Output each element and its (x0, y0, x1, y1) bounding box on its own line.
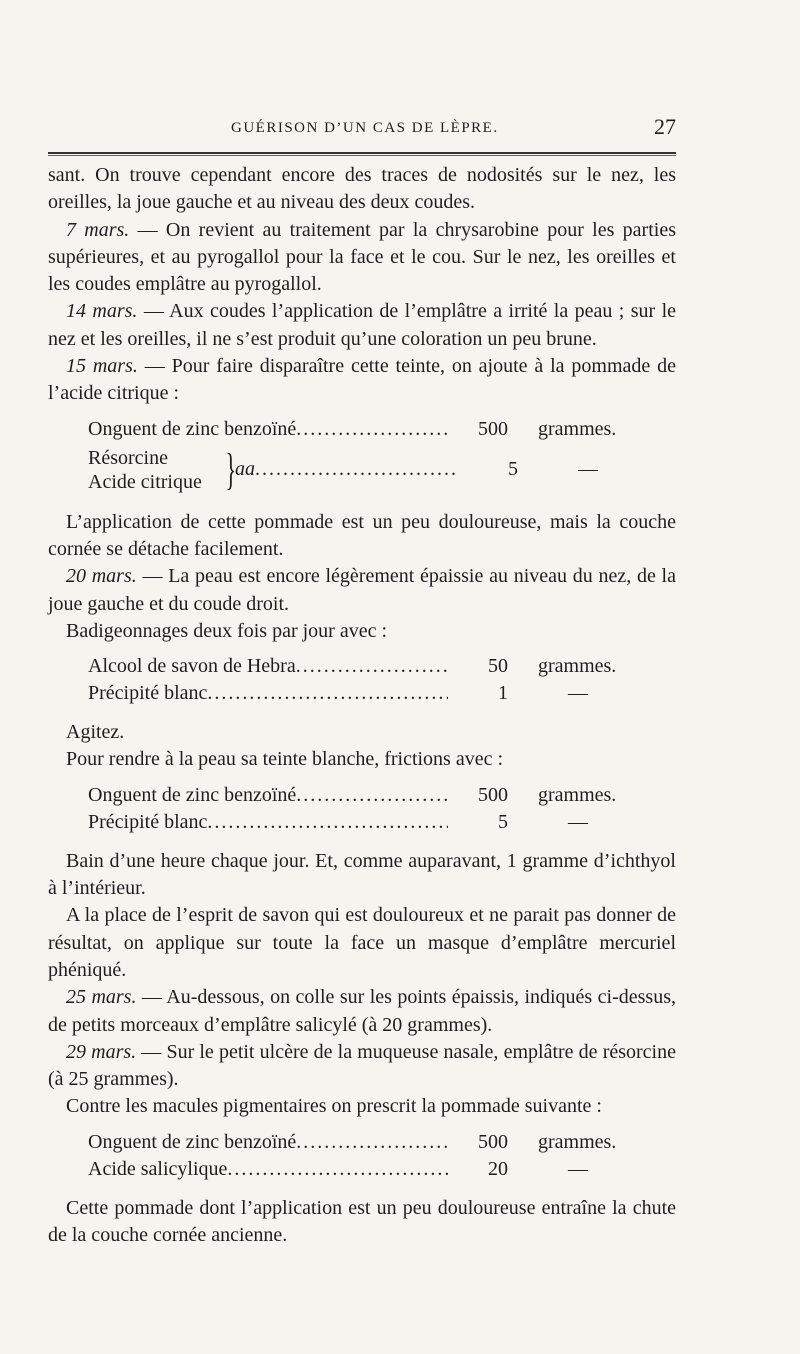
ingredient-unit: — (568, 682, 588, 705)
prescription (88, 416, 668, 497)
paragraph: Agitez. (66, 721, 125, 744)
entry-date: 15 mars. (66, 355, 138, 378)
ana-label: aa (235, 458, 255, 481)
leader-dots (296, 416, 448, 443)
ingredient-name: Onguent de zinc benzoïné (88, 1130, 297, 1153)
ingredient-quantity: 500 (478, 1130, 508, 1153)
prescription (88, 782, 668, 836)
leader-dots (296, 653, 448, 680)
brace-symbol: } (225, 444, 237, 494)
ingredient-quantity: 500 (478, 783, 508, 806)
ingredient-unit: grammes. (538, 1130, 617, 1153)
paragraph-text: — Aux coudes l’application de l’emplâtre a irrité la peau ; sur le nez et les oreilles, il ne s’est produit qu’une coloration un peu brune. (48, 300, 677, 350)
paragraph: Badigeonnages deux fois par jour avec : (66, 619, 388, 642)
ingredient-unit: grammes. (538, 417, 617, 440)
ingredient-name: Onguent de zinc benzoïné (88, 417, 297, 440)
leader-dots (227, 1156, 448, 1183)
paragraph (48, 353, 676, 408)
prescription-line (88, 680, 668, 707)
prescription-line (88, 1156, 668, 1183)
paragraph: sant. On trouve cependant encore des traces de nodosités sur le nez, les oreilles, la joue gauche et au niveau des deux coudes. (48, 164, 676, 214)
paragraph: Pour rendre à la peau sa teinte blanche, frictions avec : (66, 748, 504, 771)
leader-dots (255, 456, 458, 483)
leader-dots (207, 680, 448, 707)
ingredient-quantity: 5 (508, 458, 518, 481)
paragraph: Bain d’une heure chaque jour. Et, comme auparavant, 1 gramme d’ichthyol à l’intérieur. (48, 849, 676, 900)
paragraph (48, 563, 676, 618)
prescription (88, 653, 668, 707)
entry-date: 7 mars. (66, 218, 130, 241)
paragraph (48, 1039, 676, 1094)
page-number: 27 (654, 114, 676, 139)
paragraph: Contre les macules pigmentaires on prescrit la pommade suivante : (66, 1095, 602, 1118)
running-title: GUÉRISON D’UN CAS DE LÈPRE. (231, 120, 499, 136)
leader-dots (296, 1129, 448, 1156)
ingredient-name: Alcool de savon de Hebra (88, 655, 296, 678)
ingredient-name: Acide citrique (88, 470, 202, 493)
ingredient-name: Résorcine (88, 446, 168, 469)
paragraph (48, 217, 676, 299)
ingredient-quantity: 5 (498, 810, 508, 833)
paragraph: L’application de cette pommade est un peu douloureuse, mais la couche cornée se détache facilement. (48, 510, 676, 560)
page-header (48, 114, 678, 144)
paragraph (48, 984, 676, 1039)
ingredient-quantity: 20 (488, 1157, 508, 1180)
ingredient-unit: — (568, 810, 588, 833)
paragraph-text: — Au-dessous, on colle sur les points épaissis, indiqués ci-dessus, de petits morceaux d’emplâtre salicylé (à 20 grammes). (48, 986, 676, 1036)
ingredient-unit: grammes. (538, 655, 617, 678)
header-rule (48, 152, 676, 156)
prescription-line (88, 416, 668, 443)
ingredient-quantity: 50 (488, 655, 508, 678)
prescription-brace-group (88, 443, 668, 497)
paragraph (48, 298, 676, 353)
paragraph-text: — On revient au traitement par la chrysarobine pour les parties supérieures, et au pyrogallol pour la face et le cou. Sur le nez, les oreilles et les coudes emplâtre au pyrogallol. (48, 218, 676, 296)
ingredient-name: Précipité blanc (88, 682, 208, 705)
leader-dots (296, 782, 448, 809)
ingredient-unit: grammes. (538, 783, 617, 806)
entry-date: 29 mars. (66, 1040, 137, 1063)
entry-date: 25 mars. (66, 986, 137, 1009)
ingredient-name: Onguent de zinc benzoïné (88, 783, 297, 806)
ingredient-unit: — (568, 1157, 588, 1180)
paragraph-text: — Sur le petit ulcère de la muqueuse nasale, emplâtre de résorcine (à 25 grammes). (48, 1040, 676, 1091)
prescription-line (88, 782, 668, 809)
ingredient-name: Acide salicylique (88, 1157, 228, 1180)
ingredient-quantity: 500 (478, 417, 508, 440)
leader-dots (207, 809, 448, 836)
ingredient-quantity: 1 (498, 682, 508, 705)
paragraph: Cette pommade dont l’application est un peu douloureuse entraîne la chute de la couche cornée ancienne. (48, 1196, 676, 1247)
prescription-line (88, 653, 668, 680)
prescription-line (88, 1129, 668, 1156)
entry-date: 14 mars. (66, 300, 138, 323)
paragraph: A la place de l’esprit de savon qui est douloureux et ne parait pas donner de résultat, on applique sur toute la face un masque d’emplâtre mercuriel phéniqué. (48, 904, 676, 981)
ingredient-name: Précipité blanc (88, 810, 208, 833)
page-body (48, 162, 676, 1249)
ingredient-unit: — (578, 458, 598, 481)
entry-date: 20 mars. (66, 565, 137, 588)
prescription (88, 1129, 668, 1183)
paragraph-text: — Pour faire disparaître cette teinte, on ajoute à la pommade de l’acide citrique : (48, 355, 676, 405)
prescription-line (88, 809, 668, 836)
paragraph-text: — La peau est encore légèrement épaissie au niveau du nez, de la joue gauche et du coude droit. (48, 565, 676, 615)
